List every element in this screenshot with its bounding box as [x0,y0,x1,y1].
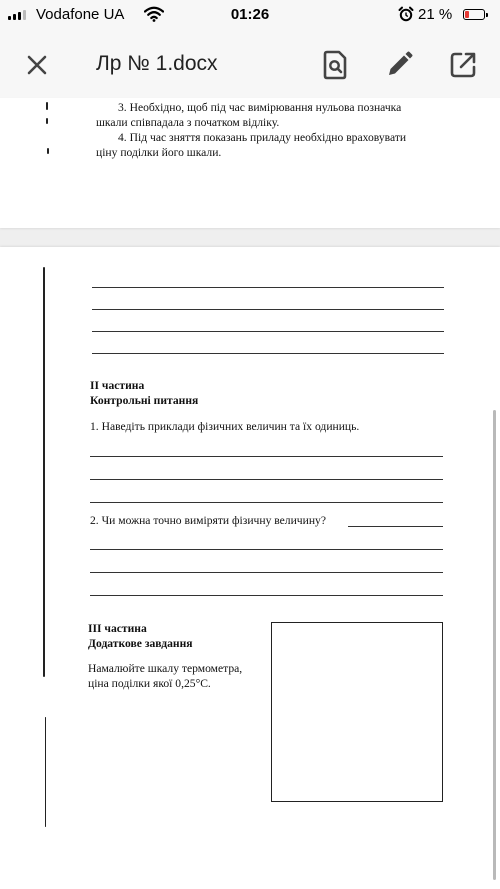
paragraph-line: 3. Необхідно, щоб під час вимірювання нульова позначка [118,101,402,114]
answer-line [92,331,444,332]
margin-line [43,267,45,677]
answer-line [348,526,443,527]
paragraph-line: ціну поділки його шкали. [96,146,222,159]
document-page-1 [0,98,500,228]
answer-line [92,353,444,354]
answer-line [92,287,444,288]
margin-mark [46,102,48,110]
close-icon[interactable] [22,50,52,80]
task-text-line: ціна поділки якої 0,25°С. [88,677,211,690]
part2-subtitle: Контрольні питання [90,394,199,407]
part2-title: ІІ частина [90,379,145,392]
answer-line [90,549,443,550]
carrier-name: Vodafone UA [36,6,125,23]
question-2: 2. Чи можна точно виміряти фізичну величину? [90,514,326,527]
document-page-2 [0,247,500,889]
paragraph-line: 4. Під час зняття показань приладу необхідно враховувати [118,131,407,144]
status-bar [0,0,500,30]
margin-line [45,717,46,827]
battery-percent: 21 % [418,6,453,23]
document-title: Лр № 1.docx [96,52,218,75]
pencil-icon[interactable] [382,48,416,82]
alarm-icon [398,6,414,22]
margin-mark [47,148,49,154]
question-1: 1. Наведіть приклади фізичних величин та їх одиниць. [90,420,360,433]
open-external-icon[interactable] [446,48,480,82]
scrollbar[interactable] [493,410,496,880]
answer-line [90,479,443,480]
answer-line [92,309,444,310]
drawing-box [271,622,443,802]
document-toolbar [0,30,500,98]
answer-line [90,595,443,596]
part3-title: ІІІ частина [88,622,147,635]
answer-line [90,456,443,457]
margin-mark [46,118,48,124]
search-document-icon[interactable] [318,48,352,82]
status-time: 01:26 [230,6,270,23]
answer-line [90,502,443,503]
task-text-line: Намалюйте шкалу термометра, [88,662,243,675]
part3-subtitle: Додаткове завдання [88,637,193,650]
answer-line [90,572,443,573]
battery-icon [463,9,485,20]
paragraph-line: шкали співпадала з початком відліку. [96,116,280,129]
